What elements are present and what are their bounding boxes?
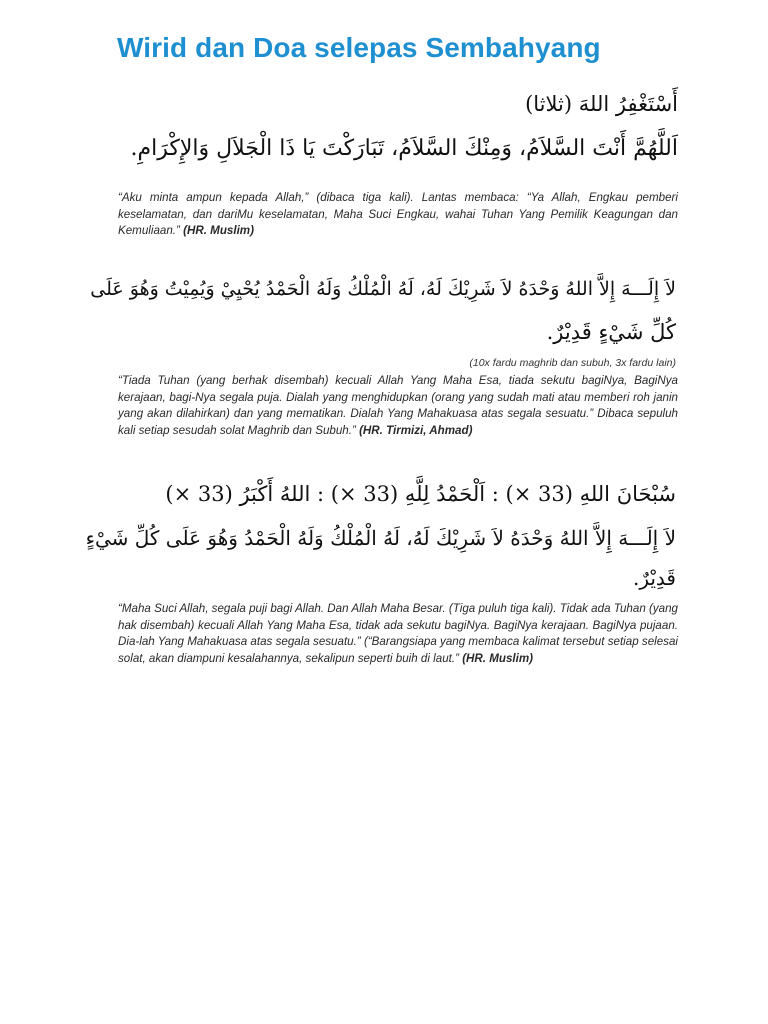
arabic-text-tahlil-line-1: لاَ إِلَـــهَ إِلاَّ اللهُ وَحْدَهُ لاَ شَرِيْكَ لَهُ، لَهُ الْمُلْكُ وَلَهُ الْحَمْدُ يُحْيِيْ وَيُمِيْتُ وَهُوَ عَلَى <box>90 278 676 300</box>
page-title: Wirid dan Doa selepas Sembahyang <box>117 32 601 63</box>
hadith-source: (HR. Tirmizi, Ahmad) <box>359 423 473 437</box>
arabic-text-tahlil-line-2: قَدِيْرٌ. <box>632 566 676 590</box>
hadith-source: (HR. Muslim) <box>183 224 254 238</box>
hadith-source: (HR. Muslim) <box>462 651 534 665</box>
translation-paragraph <box>118 601 678 667</box>
translation-text: “Tiada Tuhan (yang berhak disembah) kecuali Allah Yang Maha Esa, tiada sekutu bagiNya, BagiNya kerajaan, bagi-Nya segala puja. Dialah yang menghidupkan (orang yang sudah mati atau memberi roh janin yang akan dilahirkan) dan yang mematikan. Dialah Yang Mahakuasa atas segala sesuatu.” Dibaca sepuluh kali setiap sesudah solat Maghrib dan Subuh.” <box>118 374 678 437</box>
arabic-text-allahumma-antas-salam: اَللَّهُمَّ أَنْتَ السَّلاَمُ، وَمِنْكَ السَّلاَمُ، تَبَارَكْتَ يَا ذَا الْجَلاَلِ وَالإِكْرَامِ. <box>130 136 678 161</box>
arabic-text-tahlil-line-2: كُلِّ شَيْءٍ قَدِيْرٌ. <box>546 320 676 344</box>
arabic-text-istighfar: أَسْتَغْفِرُ اللهَ (ثلاثا) <box>525 92 678 116</box>
arabic-text-tasbih-tahmid-takbir: سُبْحَانَ اللهِ (33 ×) : اَلْحَمْدُ لِلَّهِ (33 ×) : اللهُ أَكْبَرُ (33 ×) <box>165 482 676 506</box>
translation-text: “Maha Suci Allah, segala puji bagi Allah. Dan Allah Maha Besar. (Tiga puluh tiga kali). Tidak ada Tuhan (yang hak disembah) kecuali Allah Yang Maha Esa, tidak ada sekutu bagiNya. BagiNya kerajaan. BagiNya pujaan. Dia-lah Yang Mahakuasa atas segala sesuatu.” (“Barangsiapa yang membaca kalimat tersebut setiap selesai solat, akan diampuni kesalahannya, sekalipun seperti buih di laut.” <box>118 602 678 665</box>
translation-paragraph <box>118 373 678 439</box>
translation-paragraph <box>118 190 678 240</box>
arabic-text-tahlil-line-1: لاَ إِلَـــهَ إِلاَّ اللهُ وَحْدَهُ لاَ شَرِيْكَ لَهُ، لَهُ الْمُلْكُ وَلَهُ الْحَمْدُ وَهُوَ عَلَى كُلِّ شَيْءٍ <box>85 526 676 550</box>
translation-text: “Aku minta ampun kepada Allah,” (dibaca tiga kali). Lantas membaca: “Ya Allah, Engkau pemberi keselamatan, dan dariMu keselamatan, Maha Suci Engkau, wahai Tuhan Yang Pemilik Keagungan dan Kemuliaan.” <box>118 191 678 238</box>
recitation-count-note: (10x fardu maghrib dan subuh, 3x fardu lain) <box>469 357 676 369</box>
